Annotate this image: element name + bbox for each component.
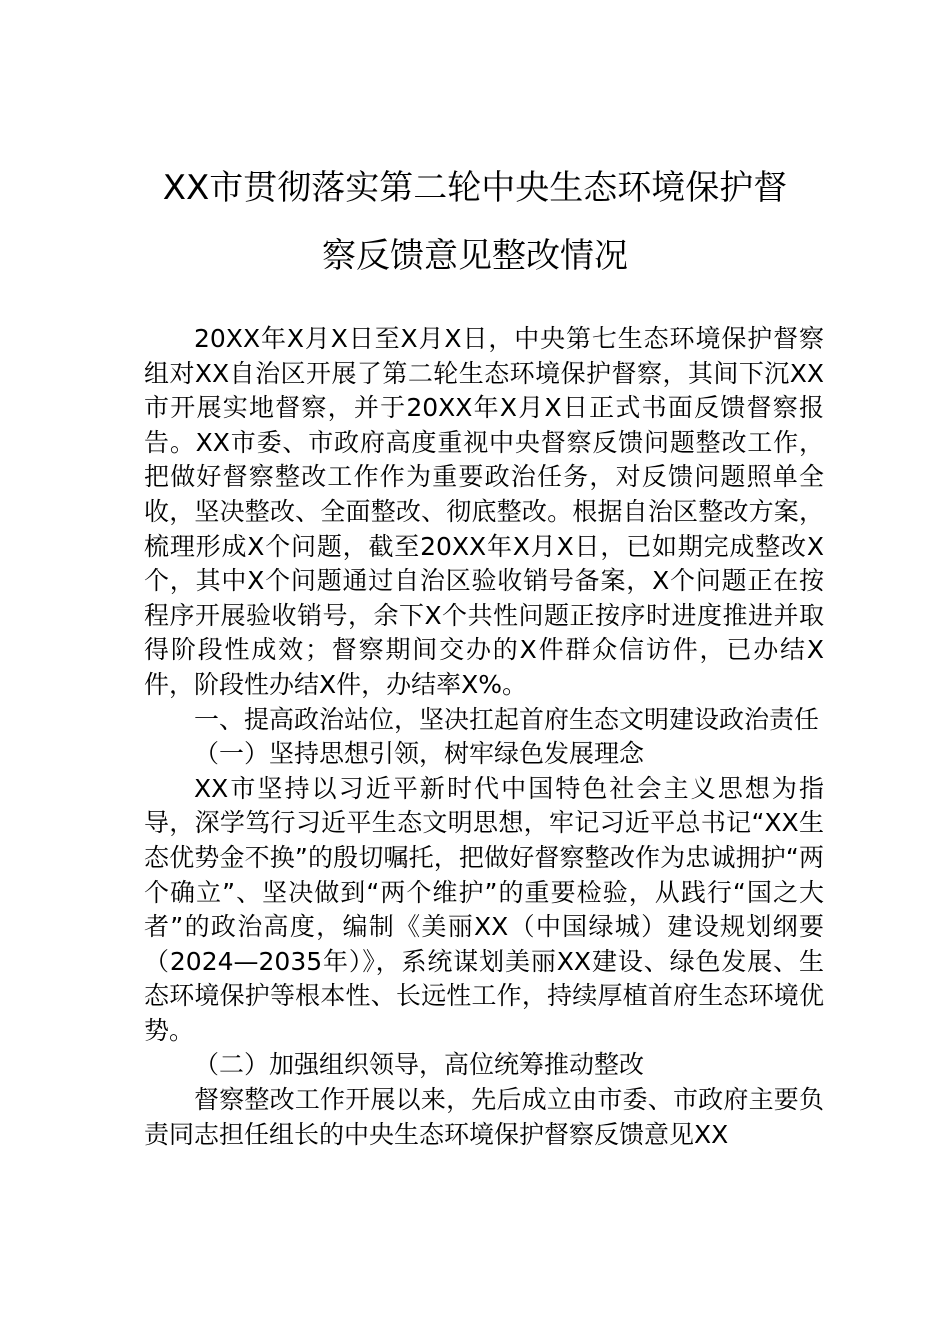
subsection-1-paragraph: XX市坚持以习近平新时代中国特色社会主义思想为指导，深学笃行习近平生态文明思想，牢记习近平总书记“XX生态优势金不换”的殷切嘱托，把做好督察整改作为忠诚拥护“两个确立”、坚决做到“两个维护”的重要检验，从践行“国之大者”的政治高度，编制《美丽XX（中国绿城）建设规划纲要（2024—2035年）》，系统谋划美丽XX建设、绿色发展、生态环境保护等根本性、长远性工作，持续厚植首府生态环境优势。 <box>144 773 824 1045</box>
subsection-1-heading: （一）坚持思想引领，树牢绿色发展理念 <box>194 739 645 769</box>
intro-paragraph: 20XX年X月X日至X月X日，中央第七生态环境保护督察组对XX自治区开展了第二轮生态环境保护督察，其间下沉XX市开展实地督察，并于20XX年X月X日正式书面反馈督察报告。XX市委、市政府高度重视中央督察反馈问题整改工作，把做好督察整改工作作为重要政治任务，对反馈问题照单全收，坚决整改、全面整改、彻底整改。根据自治区整改方案，梳理形成X个问题，截至20XX年X月X日，已如期完成整改X个，其中X个问题通过自治区验收销号备案，X个问题正在按程序开展验收销号，余下X个共性问题正按序时进度推进并取得阶段性成效；督察期间交办的X件群众信访件，已办结X件，阶段性办结X件，办结率X%。 <box>144 324 824 699</box>
section-1-heading: 一、提高政治站位，坚决扛起首府生态文明建设政治责任 <box>194 704 820 734</box>
subsection-2-heading: （二）加强组织领导，高位统筹推动整改 <box>194 1050 645 1080</box>
document-title-line-2: 察反馈意见整改情况 <box>322 236 628 276</box>
document-body <box>144 322 824 1152</box>
subsection-2-paragraph: 督察整改工作开展以来，先后成立由市委、市政府主要负责同志担任组长的中央生态环境保护督察反馈意见XX <box>144 1085 824 1149</box>
document-title-line-1: XX市贯彻落实第二轮中央生态环境保护督 <box>162 168 788 208</box>
